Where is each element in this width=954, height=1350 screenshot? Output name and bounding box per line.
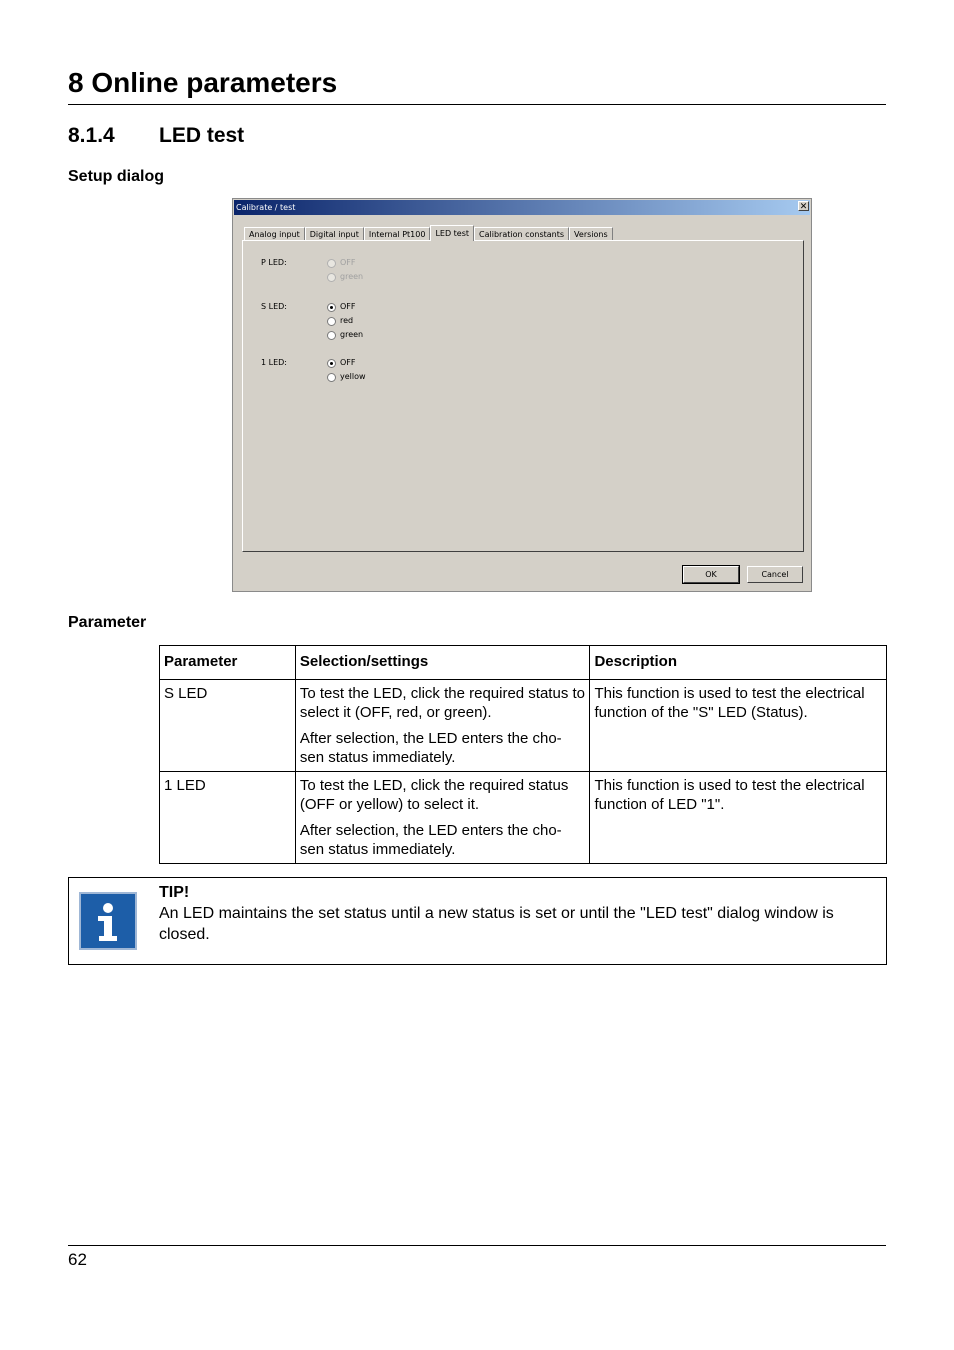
tip-text: An LED maintains the set status until a new status is set or until the "LED test" dialog window is closed. bbox=[159, 905, 834, 943]
table-header-row bbox=[160, 646, 887, 680]
one-led-yellow-option[interactable] bbox=[327, 372, 366, 382]
info-icon bbox=[79, 892, 137, 950]
setup-dialog-heading: Setup dialog bbox=[68, 168, 164, 185]
selection-text: To test the LED, click the required status (OFF or yellow) to select it. bbox=[299, 777, 569, 813]
close-icon[interactable]: ✕ bbox=[799, 202, 808, 212]
description-cell: This function is used to test the electrical function of the "S" LED (Status). bbox=[590, 680, 887, 772]
radio-button[interactable] bbox=[327, 359, 336, 368]
radio-button[interactable] bbox=[327, 303, 336, 312]
s-led-green-option[interactable] bbox=[327, 330, 363, 340]
one-led-off-option[interactable] bbox=[327, 358, 356, 368]
section-title: LED test bbox=[159, 124, 245, 147]
option-label: green bbox=[340, 330, 364, 339]
s-led-red-option[interactable] bbox=[327, 316, 353, 326]
column-header-description: Description bbox=[590, 646, 887, 680]
selection-text: To test the LED, click the required status to select it (OFF, red, or green). bbox=[299, 685, 585, 721]
radio-button bbox=[327, 273, 336, 282]
column-header-parameter: Parameter bbox=[160, 646, 296, 680]
tab-internal-pt100[interactable]: Internal Pt100 bbox=[364, 227, 431, 241]
tip-box bbox=[68, 877, 887, 965]
p-led-green-option bbox=[327, 272, 363, 282]
tab-strip bbox=[244, 225, 613, 241]
selection-text: After selection, the LED enters the cho-sen status immediately. bbox=[299, 822, 562, 858]
one-led-label: 1 LED: bbox=[261, 358, 287, 367]
led-test-panel bbox=[242, 240, 804, 552]
radio-button bbox=[327, 259, 336, 268]
parameter-cell: 1 LED bbox=[160, 772, 296, 864]
radio-button[interactable] bbox=[327, 373, 336, 382]
calibrate-test-dialog bbox=[232, 198, 812, 592]
table-row bbox=[160, 772, 887, 864]
selection-text: After selection, the LED enters the cho-sen status immediately. bbox=[299, 730, 562, 766]
option-label: OFF bbox=[340, 358, 356, 367]
tip-title: TIP! bbox=[159, 884, 190, 901]
radio-button[interactable] bbox=[327, 317, 336, 326]
parameter-cell: S LED bbox=[160, 680, 296, 772]
table-row bbox=[160, 680, 887, 772]
p-led-off-option bbox=[327, 258, 356, 268]
cancel-button[interactable]: Cancel bbox=[747, 566, 803, 583]
option-label: OFF bbox=[340, 258, 356, 267]
tab-led-test[interactable]: LED test bbox=[430, 225, 474, 241]
tab-digital-input[interactable]: Digital input bbox=[305, 227, 364, 241]
option-label: red bbox=[340, 316, 354, 325]
ok-button[interactable]: OK bbox=[683, 566, 739, 583]
description-cell: This function is used to test the electrical function of LED "1". bbox=[590, 772, 887, 864]
tab-versions[interactable]: Versions bbox=[569, 227, 613, 241]
s-led-label: S LED: bbox=[261, 302, 287, 311]
radio-button[interactable] bbox=[327, 331, 336, 340]
option-label: green bbox=[340, 272, 364, 281]
dialog-titlebar bbox=[234, 200, 810, 215]
selection-cell bbox=[295, 680, 590, 772]
parameter-heading: Parameter bbox=[68, 614, 147, 631]
dialog-title: Calibrate / test bbox=[236, 203, 296, 212]
chapter-title: 8 Online parameters bbox=[68, 67, 338, 98]
footer-divider bbox=[68, 1245, 886, 1246]
selection-cell bbox=[295, 772, 590, 864]
option-label: OFF bbox=[340, 302, 356, 311]
chapter-divider bbox=[68, 104, 886, 105]
tab-analog-input[interactable]: Analog input bbox=[244, 227, 305, 241]
page-number: 62 bbox=[68, 1250, 87, 1269]
column-header-selection: Selection/settings bbox=[295, 646, 590, 680]
p-led-label: P LED: bbox=[261, 258, 287, 267]
option-label: yellow bbox=[340, 372, 366, 381]
parameter-table bbox=[159, 645, 887, 864]
section-number: 8.1.4 bbox=[68, 124, 115, 147]
s-led-off-option[interactable] bbox=[327, 302, 356, 312]
tab-calibration-constants[interactable]: Calibration constants bbox=[474, 227, 569, 241]
